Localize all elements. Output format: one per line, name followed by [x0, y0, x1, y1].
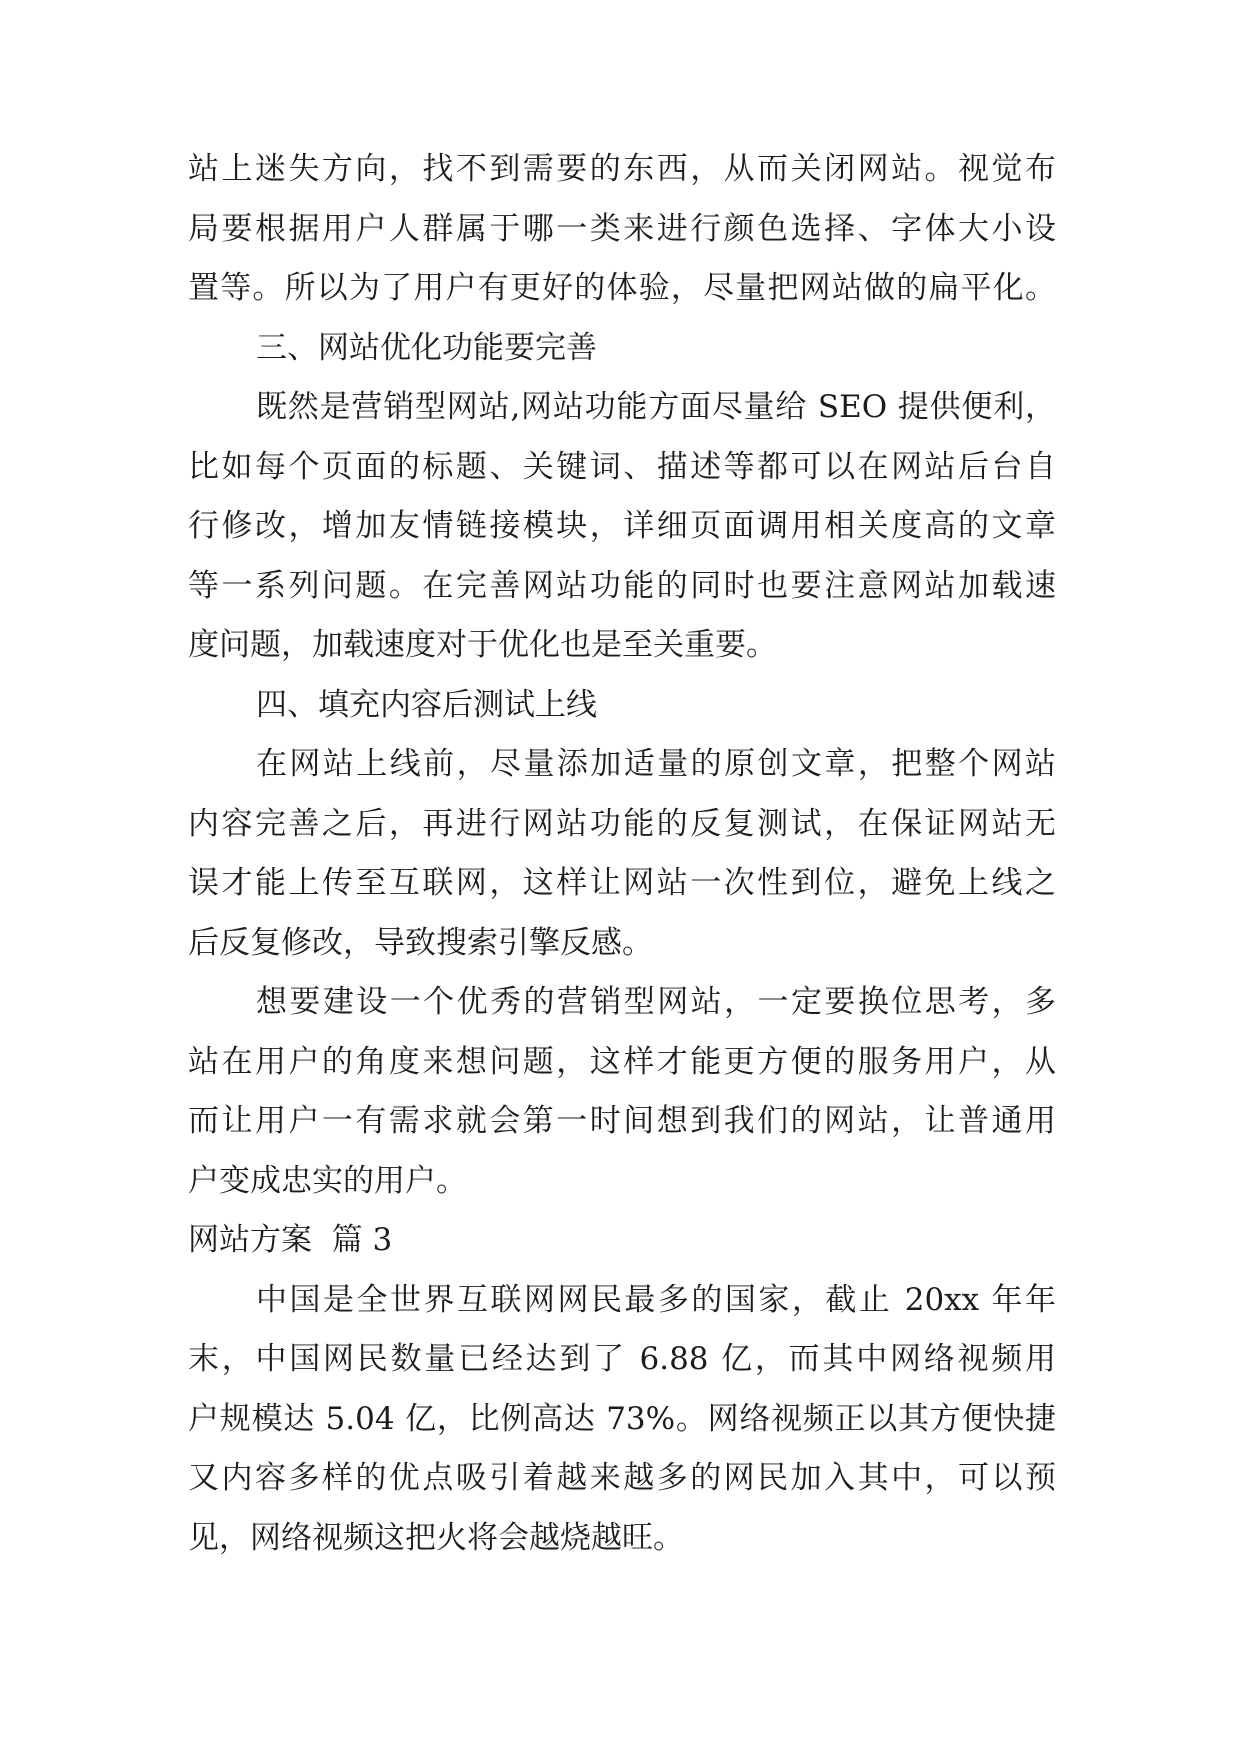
article-section-title: [188, 1211, 1056, 1271]
text-line: 置等。所以为了用户有更好的体验，尽量把网站做的扁平化。: [188, 270, 1056, 306]
text-line: 既然是营销型网站,网站功能方面尽量给 SEO 提供便利，: [256, 389, 1056, 425]
paragraph: [188, 378, 1056, 676]
text-line: 户规模达 5.04 亿，比例高达 73%。网络视频正以其方便快捷: [188, 1400, 1056, 1437]
heading-text: 四、填充内容后测试上线: [256, 686, 597, 723]
paragraph: [188, 735, 1056, 973]
text-line: 比如每个页面的标题、关键词、描述等都可以在网站后台自: [188, 448, 1056, 485]
paragraph: [188, 140, 1056, 319]
text-line: 站上迷失方向，找不到需要的东西，从而关闭网站。视觉布: [188, 151, 1056, 187]
text-line: 行修改，增加友情链接模块，详细页面调用相关度高的文章: [188, 508, 1056, 544]
document-body: [188, 140, 1056, 1568]
text-line: 又内容多样的优点吸引着越来越多的网民加入其中，可以预: [188, 1460, 1056, 1496]
text-line: 想要建设一个优秀的营销型网站，一定要换位思考，多: [256, 984, 1056, 1020]
text-line: 后反复修改，导致搜索引擎反感。: [188, 924, 653, 961]
text-line: 户变成忠实的用户。: [188, 1162, 467, 1199]
text-line: 等一系列问题。在完善网站功能的同时也要注意网站加载速: [188, 567, 1056, 604]
section-heading: [188, 319, 1056, 379]
text-line: 中国是全世界互联网网民最多的国家，截止 20xx 年年: [256, 1281, 1056, 1318]
text-line: 站在用户的角度来想问题，这样才能更方便的服务用户，从: [188, 1043, 1056, 1080]
text-line: 度问题，加载速度对于优化也是至关重要。: [188, 627, 777, 663]
text-line: 误才能上传至互联网，这样让网站一次性到位，避免上线之: [188, 865, 1056, 901]
text-line: 局要根据用户人群属于哪一类来进行颜色选择、字体大小设: [188, 210, 1056, 247]
section-heading: [188, 676, 1056, 736]
text-line: 内容完善之后，再进行网站功能的反复测试，在保证网站无: [188, 805, 1056, 842]
text-line: 在网站上线前，尽量添加适量的原创文章，把整个网站: [256, 746, 1056, 782]
text-line: 见，网络视频这把火将会越烧越旺。: [188, 1519, 684, 1556]
section-title-text: 网站方案 篇 3: [188, 1222, 393, 1258]
paragraph: [188, 973, 1056, 1211]
text-line: 末，中国网民数量已经达到了 6.88 亿，而其中网络视频用: [188, 1341, 1056, 1377]
paragraph: [188, 1271, 1056, 1569]
text-line: 而让用户一有需求就会第一时间想到我们的网站，让普通用: [188, 1103, 1056, 1139]
heading-text: 三、网站优化功能要完善: [256, 329, 597, 366]
